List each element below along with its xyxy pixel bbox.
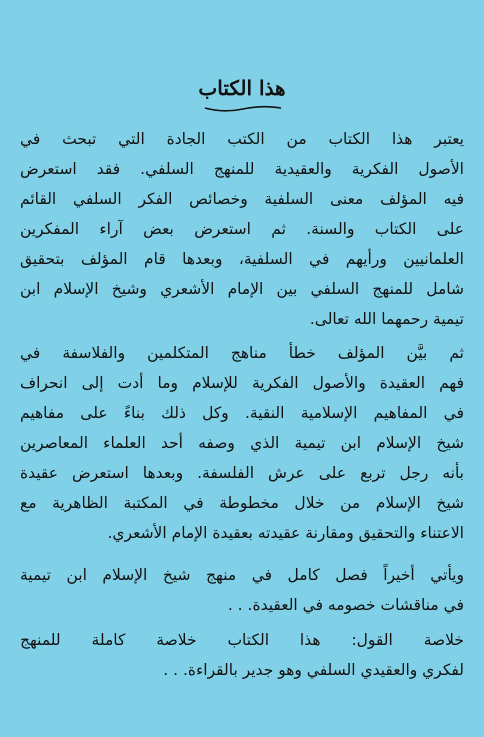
paragraph-line: الأصول الفكرية والعقيدية للمنهج السلفي. فقد استعرض	[20, 160, 464, 178]
paragraph-line: بأنه رجل تربع على عرش الفلسفة. وبعدها استعرض عقيدة	[20, 464, 464, 482]
paragraph-line: على الكتاب والسنة. ثم استعرض بعض آراء المفكرين	[20, 220, 464, 238]
paragraph-line: في المفاهيم الإسلامية النقية. وكل ذلك بناءً على مفاهيم	[20, 404, 464, 422]
paragraph-line: العلمانيين ورأيهم في السلفية، وبعدها قام المؤلف بتحقيق	[20, 250, 464, 268]
paragraph-line: يعتبر هذا الكتاب من الكتب الجادة التي تبحث في	[20, 130, 464, 148]
paragraph-line: شيخ الإسلام ابن تيمية الذي وصفه أحد العلماء المعاصرين	[20, 434, 464, 452]
paragraph-line: فهم العقيدة والأصول الفكرية للإسلام وما أدت إلى انحراف	[20, 374, 464, 392]
paragraph-line: ثم بيَّن المؤلف خطأ مناهج المتكلمين والفلاسفة في	[20, 344, 464, 362]
paragraph-line: ويأتي أخيراً فصل كامل في منهج شيخ الإسلام ابن تيمية	[20, 566, 464, 584]
paragraph-line: فيه المؤلف معنى السلفية وخصائص الفكر السلفي القائم	[20, 190, 464, 208]
paragraph-line: الاعتناء والتحقيق ومقارنة عقيدته بعقيدة الإمام الأشعري.	[107, 524, 464, 542]
paragraph-1	[20, 124, 464, 334]
paragraph-line: شيخ الإسلام من خلال مخطوطة في المكتبة الظاهرية مع	[20, 494, 464, 512]
paragraph-line: لفكري والعقيدي السلفي وهو جدير بالقراءة. . .	[163, 661, 464, 679]
page-title: هذا الكتاب	[198, 76, 286, 100]
paragraph-2	[20, 338, 464, 548]
title-flourish-ornament	[203, 104, 283, 114]
paragraph-3	[20, 560, 464, 620]
paragraph-line: خلاصة القول: هذا الكتاب خلاصة كاملة للمنهج	[20, 631, 464, 649]
paragraph-line: في مناقشات خصومه في العقيدة. . .	[227, 596, 464, 614]
paragraph-4	[20, 625, 464, 685]
paragraph-line: شامل للمنهج السلفي بين الإمام الأشعري وشيخ الإسلام ابن	[20, 280, 464, 298]
paragraph-line: تيمية رحمهما الله تعالى.	[309, 310, 464, 328]
